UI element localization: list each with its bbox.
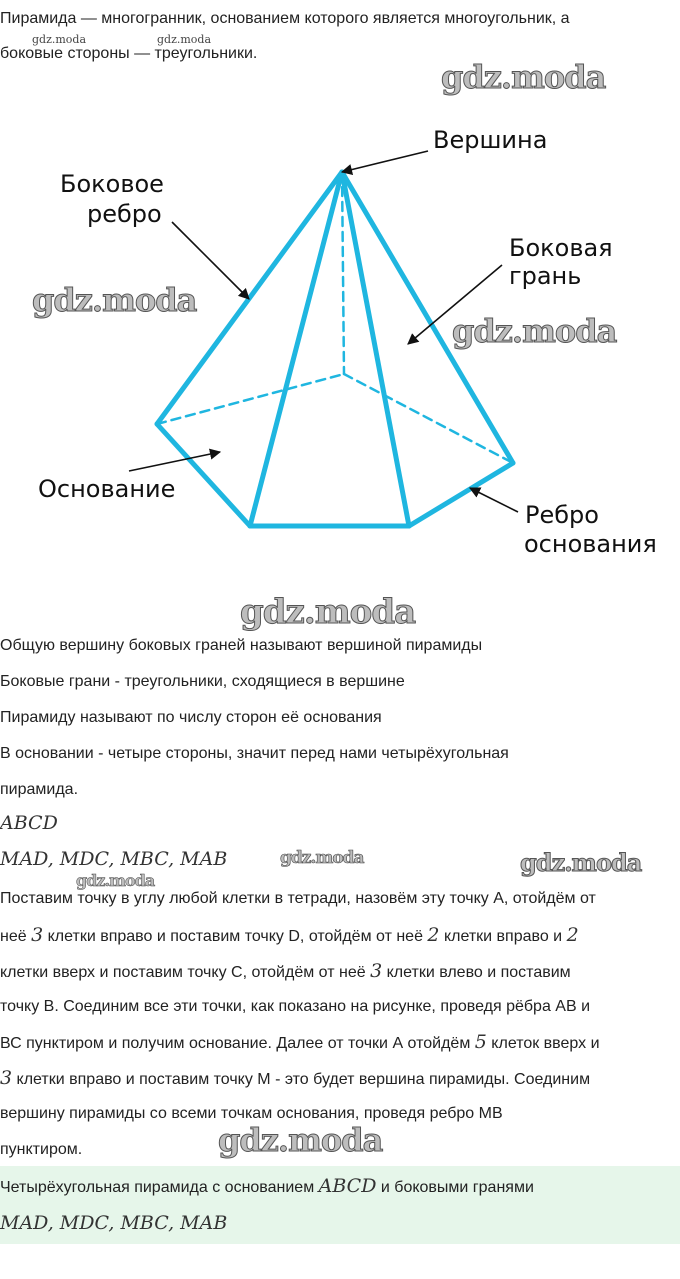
- arrow-base-edge: [470, 488, 518, 512]
- answer-line-1: Четырёхугольная пирамида с основанием ABCD и боковыми гранями: [0, 1175, 534, 1197]
- paragraph: вершину пирамиды со всеми точкам основания, проведя ребро МВ: [0, 1105, 503, 1122]
- paragraph: пунктиром.: [0, 1141, 83, 1158]
- paragraph: Пирамиду называют по числу сторон её основания: [0, 709, 382, 726]
- label-base: Основание: [38, 475, 176, 503]
- label-lateral-face: Боковая: [509, 234, 613, 262]
- lateral-edge: [250, 172, 342, 526]
- watermark-small: gdz.moda: [32, 33, 87, 46]
- watermark: gdz.moda: [452, 312, 617, 350]
- arrow-apex: [342, 151, 428, 172]
- math-faces: MAD, MDC, MBC, MAB: [0, 848, 228, 870]
- watermark: gdz.moda: [218, 1121, 383, 1159]
- label-base-edge: основания: [524, 530, 657, 558]
- watermark: gdz.moda: [441, 58, 606, 96]
- paragraph: 3 клетки вправо и поставим точку М - это будет вершина пирамиды. Соединим: [0, 1067, 591, 1089]
- intro-line-1: Пирамида — многогранник, основанием которого является многоугольник, а: [0, 10, 570, 27]
- label-apex: Вершина: [433, 126, 548, 154]
- watermark: gdz.moda: [76, 871, 155, 890]
- paragraph: ВС пунктиром и получим основание. Далее от точки А отойдём 5 клеток вверх и: [0, 1031, 600, 1053]
- arrow-base: [129, 452, 220, 471]
- watermark: gdz.moda: [280, 848, 364, 868]
- watermark: gdz.moda: [240, 592, 416, 632]
- paragraph: Общую вершину боковых граней называют вершиной пирамиды: [0, 637, 483, 654]
- label-lateral-face: грань: [509, 262, 582, 290]
- paragraph: Боковые грани - треугольники, сходящиеся в вершине: [0, 673, 405, 690]
- paragraph: клетки вверх и поставим точку С, отойдём от неё 3 клетки влево и поставим: [0, 960, 571, 982]
- answer-box: [0, 1166, 680, 1244]
- paragraph: точку В. Соединим все эти точки, как показано на рисунке, проведя рёбра АВ и: [0, 998, 591, 1015]
- label-lateral-edge: Боковое: [60, 170, 164, 198]
- watermark: gdz.moda: [520, 848, 642, 877]
- label-base-edge: Ребро: [525, 501, 599, 529]
- answer-line-2: MAD, MDC, MBC, MAB: [0, 1212, 228, 1234]
- base-edge: [409, 463, 513, 526]
- paragraph: Поставим точку в углу любой клетки в тетради, назовём эту точку А, отойдём от: [0, 890, 596, 907]
- paragraph: В основании - четыре стороны, значит перед нами четырёхугольная: [0, 745, 509, 762]
- watermark-small: gdz.moda: [157, 33, 212, 46]
- label-lateral-edge: ребро: [87, 200, 162, 228]
- intro-line-2: боковые стороны — треугольники.: [0, 45, 258, 62]
- watermark: gdz.moda: [32, 281, 197, 319]
- hidden-lateral-edge: [342, 172, 344, 374]
- math-base: ABCD: [0, 812, 58, 834]
- paragraph: неё 3 клетки вправо и поставим точку D, отойдём от неё 2 клетки вправо и 2: [0, 924, 579, 946]
- hidden-base-edge: [157, 374, 344, 424]
- paragraph: пирамида.: [0, 781, 79, 798]
